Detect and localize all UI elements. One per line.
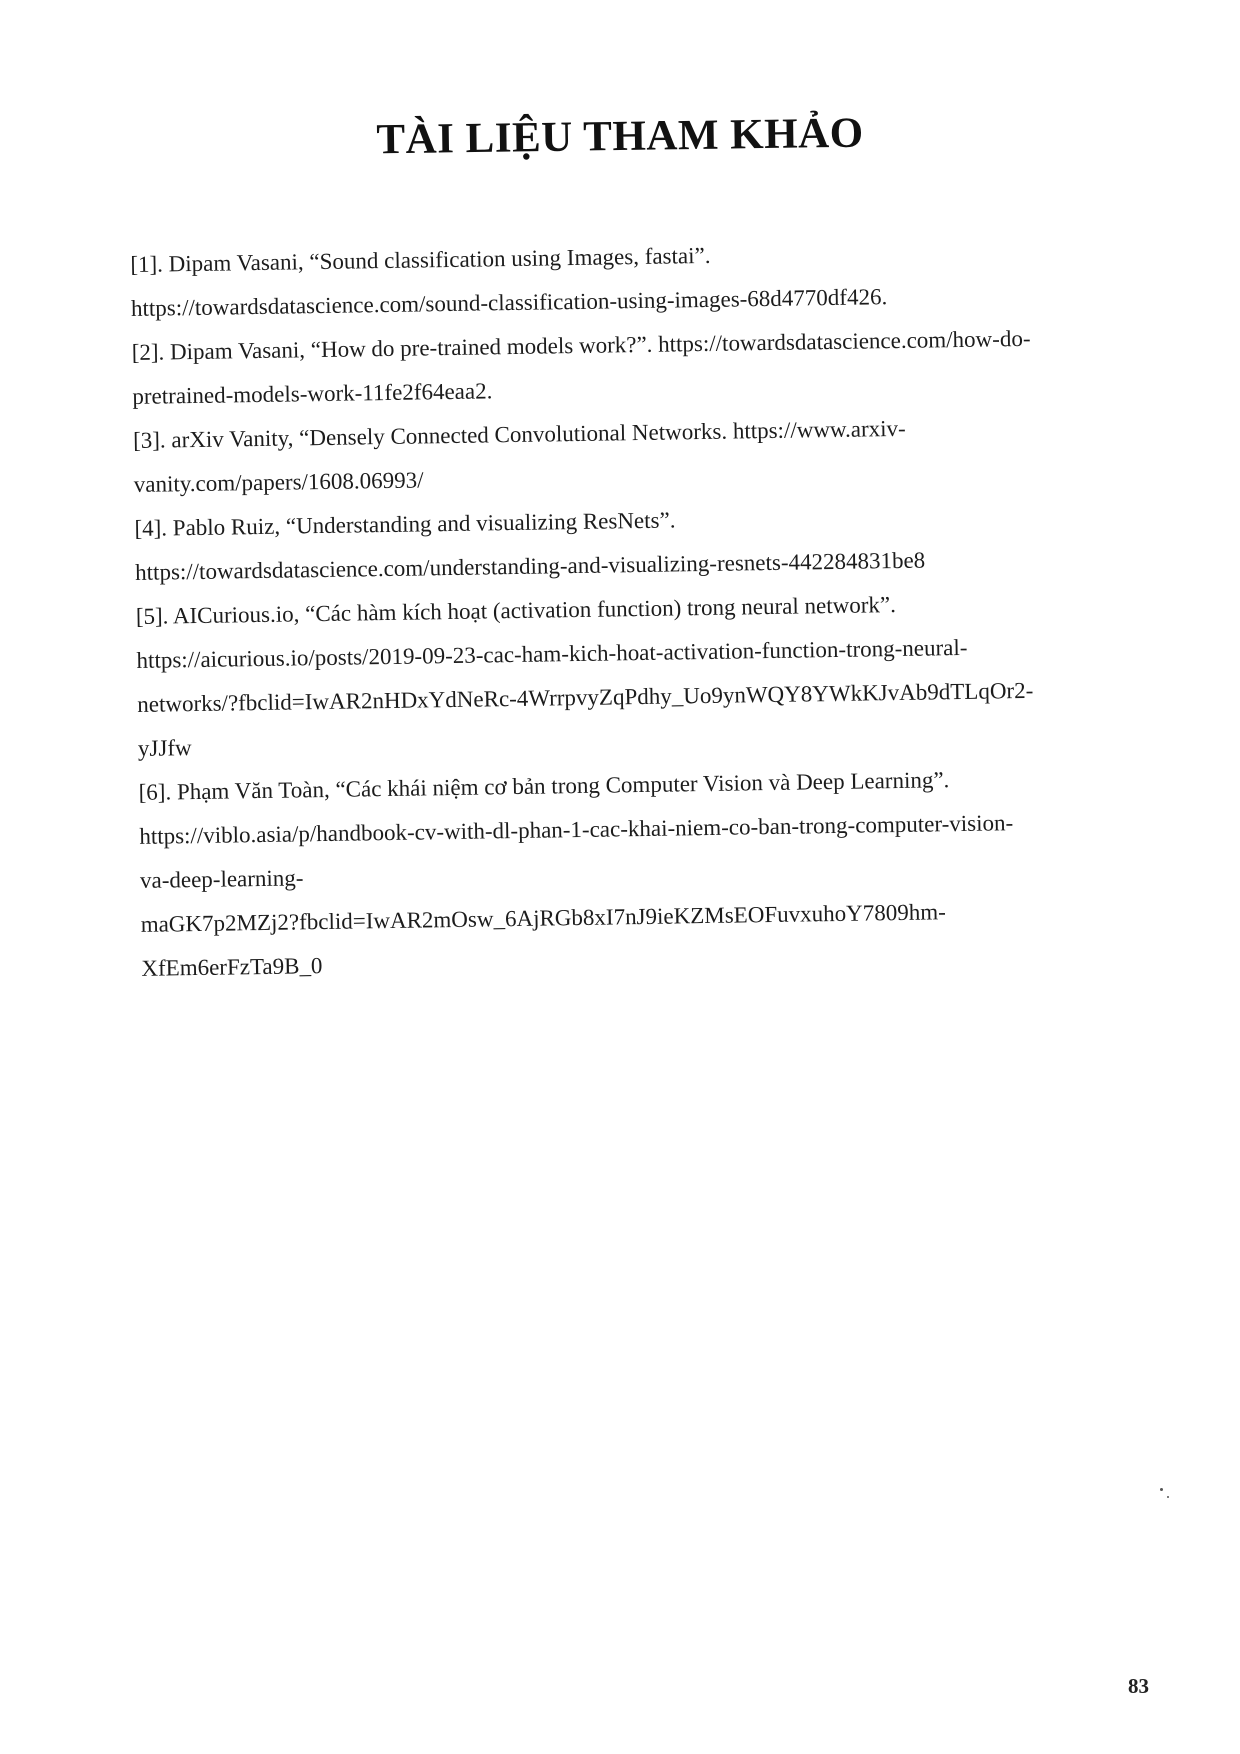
scan-speck bbox=[1160, 1488, 1163, 1491]
reference-3-line-1: [3]. arXiv Vanity, “Densely Connected Convolutional Networks. https://www.arxiv- bbox=[132, 415, 906, 453]
reference-list bbox=[130, 227, 1162, 991]
reference-6-line-5: XfEm6erFzTa9B_0 bbox=[141, 953, 323, 981]
reference-2-line-1: [2]. Dipam Vasani, “How do pre-trained models work?”. https://towardsdatascience.com/how-do- bbox=[131, 325, 1031, 365]
reference-2-line-2: pretrained-models-work-11fe2f64eaa2. bbox=[132, 378, 493, 409]
reference-6-line-1: [6]. Phạm Văn Toàn, “Các khái niệm cơ bản trong Computer Vision và Deep Learning”. bbox=[138, 767, 950, 805]
scan-speck bbox=[1167, 1496, 1169, 1498]
reference-5-line-3: networks/?fbclid=IwAR2nHDxYdNeRc-4WrrpvyZqPdhy_Uo9ynWQY8YWkKJvAb9dTLqOr2- bbox=[137, 677, 1034, 717]
reference-6-line-2: https://viblo.asia/p/handbook-cv-with-dl-phan-1-cac-khai-niem-co-ban-trong-computer-vision- bbox=[139, 810, 1014, 849]
page-title: TÀI LIỆU THAM KHẢO bbox=[376, 109, 864, 164]
reference-5-line-2: https://aicurious.io/posts/2019-09-23-cac-ham-kich-hoat-activation-function-trong-neural- bbox=[136, 634, 968, 673]
reference-5-line-1: [5]. AICurious.io, “Các hàm kích hoạt (activation function) trong neural network”. bbox=[135, 592, 897, 629]
reference-3-line-2: vanity.com/papers/1608.06993/ bbox=[133, 467, 424, 497]
reference-5-line-4: yJJfw bbox=[137, 735, 192, 761]
reference-1-line-1: [1]. Dipam Vasani, “Sound classification using Images, fastai”. bbox=[130, 242, 711, 277]
reference-4-line-1: [4]. Pablo Ruiz, “Understanding and visualizing ResNets”. bbox=[134, 507, 676, 541]
page-number: 83 bbox=[1128, 1674, 1149, 1698]
reference-6-line-4: maGK7p2MZj2?fbclid=IwAR2mOsw_6AjRGb8xI7nJ9ieKZMsEOFuvxuhoY7809hm- bbox=[140, 899, 946, 937]
reference-1-line-2: https://towardsdatascience.com/sound-classification-using-images-68d4770df426. bbox=[130, 284, 888, 321]
reference-4-line-2: https://towardsdatascience.com/understanding-and-visualizing-resnets-442284831be8 bbox=[134, 547, 926, 585]
reference-6-line-3: va-deep-learning- bbox=[139, 865, 304, 893]
